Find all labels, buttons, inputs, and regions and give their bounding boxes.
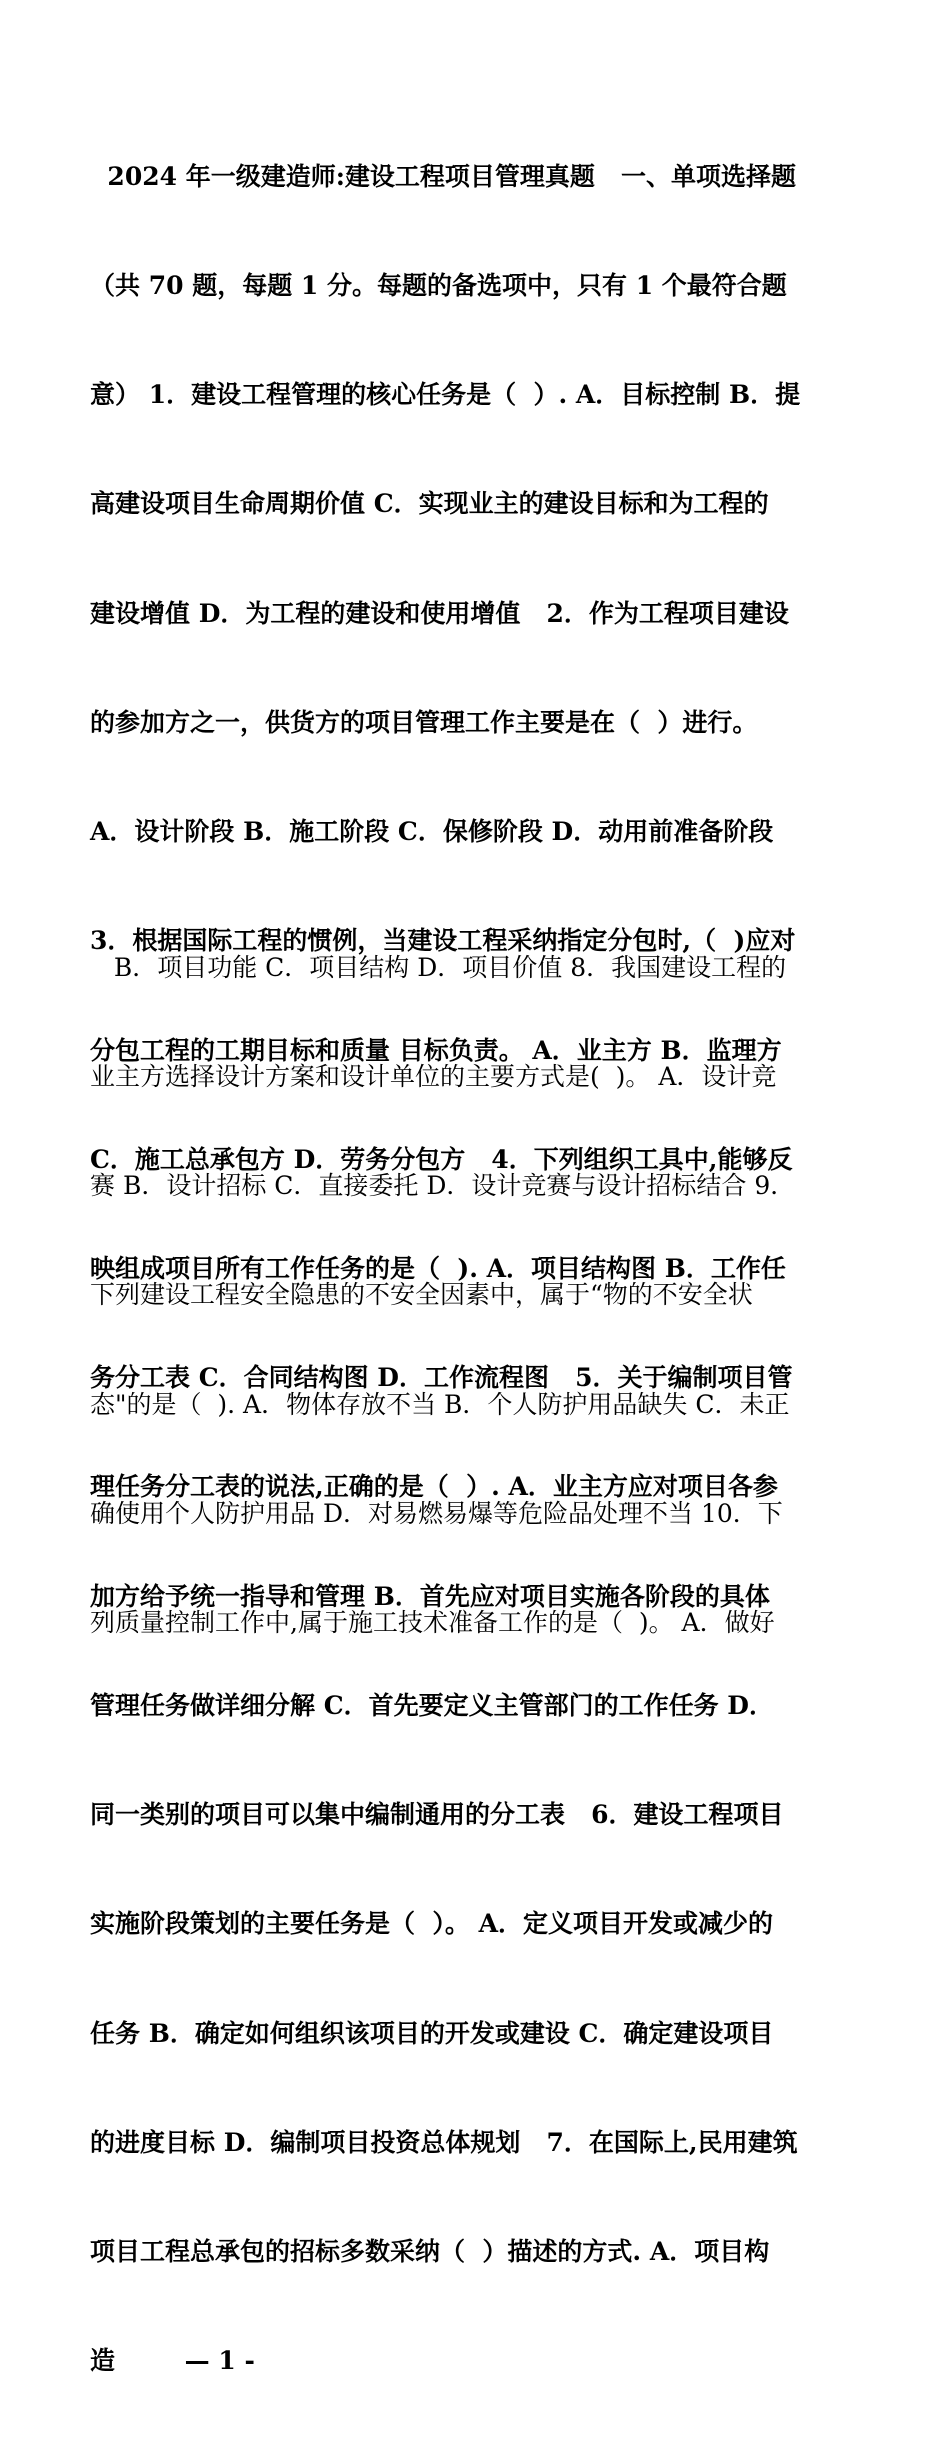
text-line: 理任务分工表的说法,正确的是（ ）. A．业主方应对项目各参 — [90, 1472, 778, 1502]
text-line: 务分工表 C．合同结构图 D．工作流程图 5．关于编制项目管 — [90, 1363, 793, 1393]
text-line: 意） 1．建设工程管理的核心任务是（ ）. A．目标控制 B．提 — [90, 380, 801, 410]
text-line: 的参加方之一，供货方的项目管理工作主要是在（ ）进行。 — [90, 707, 758, 737]
text-line: B．项目功能 C．项目结构 D．项目价值 8．我国建设工程的 — [90, 952, 787, 982]
text-line: 映组成项目所有工作任务的是（ ). A．项目结构图 B．工作任 — [90, 1254, 786, 1283]
text-line: 管理任务做详细分解 C．首先要定义主管部门的工作任务 D． — [90, 1690, 774, 1720]
text-line: 列质量控制工作中,属于施工技术准备工作的是（ )。 A．做好 — [90, 1608, 775, 1638]
text-line: 同一类别的项目可以集中编制通用的分工表 6．建设工程项目 — [90, 1800, 784, 1830]
text-fragment: 造 — [90, 2346, 116, 2376]
text-line: C．施工总承包方 D．劳务分包方 4．下列组织工具中,能够反 — [90, 1144, 793, 1174]
text-line: 2024 年一级建造师:建设工程项目管理真题 一、单项选择题 — [90, 161, 797, 191]
text-line: 态"的是（ ). A．物体存放不当 B．个人防护用品缺失 C．未正 — [90, 1389, 790, 1419]
text-line: 确使用个人防护用品 D．对易燃易爆等危险品处理不当 10．下 — [90, 1498, 783, 1528]
text-line: 下列建设工程安全隐患的不安全因素中，属于“物的不安全状 — [90, 1280, 753, 1310]
text-line: 分包工程的工期目标和质量 目标负责。 A．业主方 B．监理方 — [90, 1035, 782, 1065]
text-line: （共 70 题，每题 1 分。每题的备选项中，只有 1 个最符合题 — [90, 271, 787, 301]
text-line: 任务 B．确定如何组织该项目的开发或建设 C．确定建设项目 — [90, 2018, 774, 2048]
text-line: 的进度目标 D．编制项目投资总体规划 7．在国际上,民用建筑 — [90, 2127, 798, 2157]
text-line: 赛 B．设计招标 C．直接委托 D．设计竞赛与设计招标结合 9． — [90, 1171, 796, 1201]
text-line: 高建设项目生命周期价值 C．实现业主的建设目标和为工程的 — [90, 489, 769, 519]
page-number: — 1 - — [184, 2346, 255, 2376]
text-line: 建设增值 D．为工程的建设和使用增值 2．作为工程项目建设 — [90, 598, 789, 628]
text-line: A．设计阶段 B．施工阶段 C．保修阶段 D．动用前准备阶段 — [90, 817, 774, 847]
text-line: 加方给予统一指导和管理 B．首先应对项目实施各阶段的具体 — [90, 1581, 770, 1611]
text-line: 项目工程总承包的招标多数采纳（ ）描述的方式. A．项目构 — [90, 2236, 770, 2266]
last-text-line — [90, 2343, 865, 2379]
exam-text-section-2 — [90, 877, 865, 1714]
text-line: 3．根据国际工程的惯例，当建设工程采纳指定分包时,（ )应对 — [90, 926, 796, 956]
text-line: 实施阶段策划的主要任务是（ ）。 A．定义项目开发或减少的 — [90, 1909, 774, 1939]
text-line: 业主方选择设计方案和设计单位的主要方式是( )。 A．设计竞 — [90, 1062, 777, 1092]
